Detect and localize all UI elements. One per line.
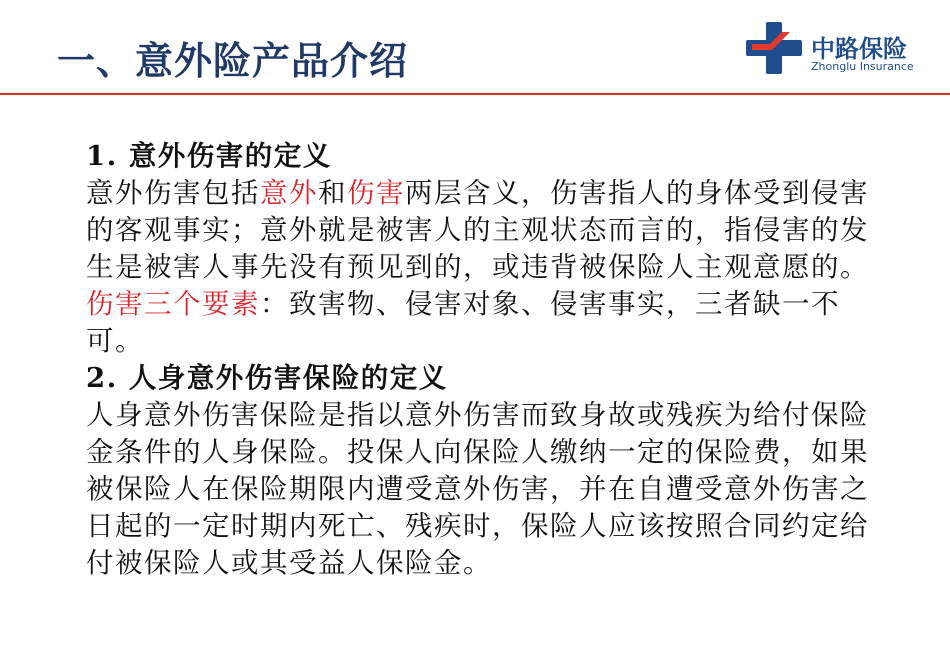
definition-text-3: 两层含义，伤害指人的身体受到侵害的客观事实；意外就是被害人的主观状态而言的，指侵害的发生是被害人事先没有预见到的，或违背被保险人主观意愿的。 [86,177,869,283]
section2-body: 人身意外伤害保险是指以意外伤害而致身故或残疾为给付保险金条件的人身保险。投保人向保险人缴纳一定的保险费，如果被保险人在保险期限内遭受意外伤害，并在自遭受意外伤害之日起的一定时期内死亡、残疾时，保险人应该按照合同约定给付被保险人或其受益人保险金。 [86,399,869,579]
section1-heading: 1. 意外伤害的定义 [86,140,332,172]
logo-name-cn: 中路保险 [811,35,907,63]
company-logo [744,20,934,76]
definition-text-1: 意外伤害包括 [86,177,260,209]
elements-text: ：致害物、侵害对象、侵害事实，三者缺一不可。 [86,288,840,357]
section1-elements [86,286,886,360]
logo-name-en: Zhonglu Insurance [811,60,914,73]
slide-content [86,138,886,582]
keyword-three-elements: 伤害三个要素 [86,288,260,320]
definition-text-2: 和 [318,177,347,209]
keyword-accident: 意外 [260,177,318,209]
slide-title: 一、意外险产品介绍 [57,39,409,83]
section1-definition [86,175,886,286]
title-divider [0,93,950,95]
cross-logo-icon [744,20,804,76]
keyword-injury: 伤害 [347,177,405,209]
section2-heading: 2. 人身意外伤害保险的定义 [86,362,448,394]
